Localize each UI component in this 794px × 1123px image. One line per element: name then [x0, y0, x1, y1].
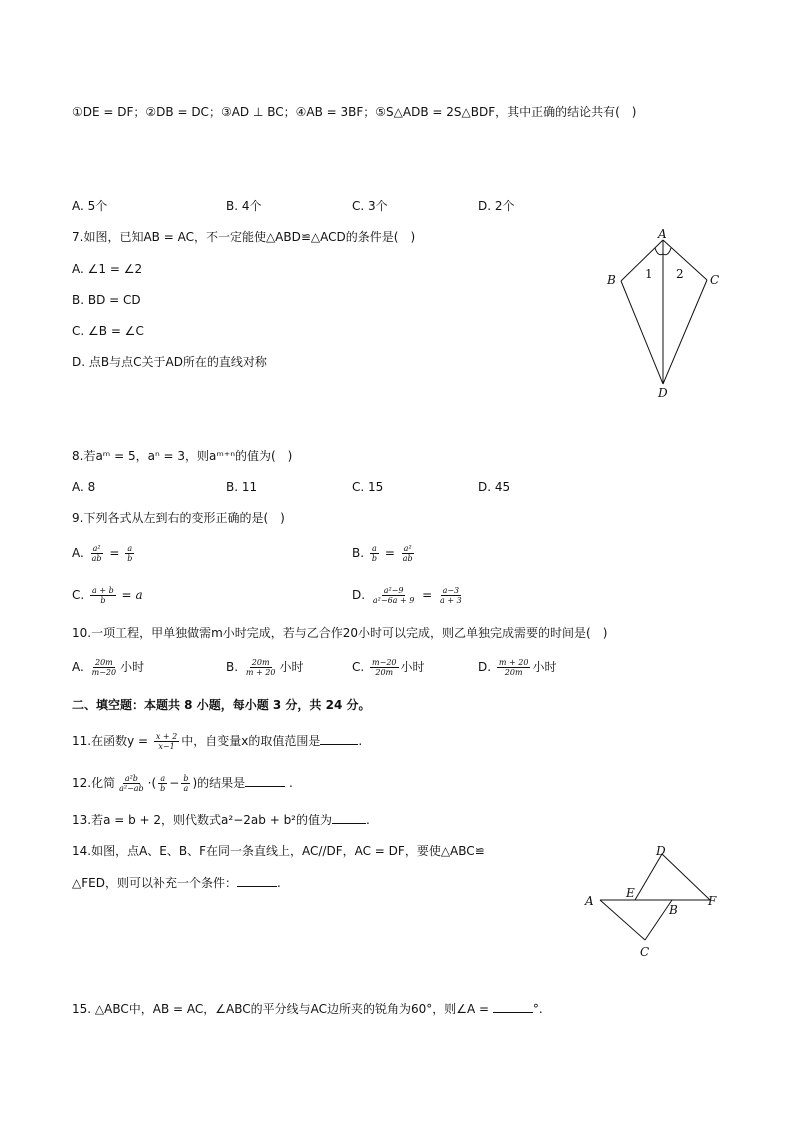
q12-end: . [285, 776, 293, 790]
fraction-denominator: a²−ab [119, 784, 144, 793]
q7-angle1-arc [655, 248, 663, 255]
q14-label-b: B [669, 903, 678, 917]
q14-label-e: E [626, 886, 635, 900]
fraction-numerator: a [372, 544, 377, 553]
q11-pre: 11.在函数y = [72, 734, 152, 748]
q14-end: . [276, 876, 281, 890]
q8-stem: 8.若aᵐ = 5，aⁿ = 3，则aᵐ⁺ⁿ的值为( ) [72, 449, 293, 463]
q9-option-d-label: D. [352, 588, 366, 602]
q7-label-b: B [607, 273, 616, 287]
fraction-numerator: a²b [124, 774, 138, 783]
q12-mid: ·( [147, 776, 157, 790]
fraction-numerator: m−20 [372, 658, 397, 667]
q10-option-c-label: C. [352, 660, 365, 674]
fraction-denominator: ab [91, 554, 102, 563]
q10-option-a-unit: 小时 [120, 660, 145, 674]
q14-label-a: A [585, 894, 594, 908]
q7-segment-bd [621, 281, 663, 384]
q12-fraction-2 [181, 774, 190, 793]
minus-sign: − [169, 776, 180, 790]
q9-option-c-lhs [90, 586, 116, 605]
q14-line1: 14.如图，点A、E、B、F在同一条直线上，AC//DF，AC = DF，要使△ABC≌ [72, 844, 485, 858]
fraction-denominator: a + 3 [440, 596, 462, 605]
q10-option-b [226, 654, 303, 680]
q9-option-c-rhs: a [135, 588, 143, 602]
q10-option-d [478, 654, 556, 680]
q7-option-c: C. ∠B = ∠C [72, 324, 144, 338]
fraction-numerator: a² [92, 544, 101, 553]
q10-option-c [352, 654, 425, 680]
q10-option-d-label: D. [478, 660, 492, 674]
equals-sign: = [109, 546, 120, 560]
fraction-numerator: x + 2 [155, 732, 178, 741]
q7-option-d: D. 点B与点C关于AD所在的直线对称 [72, 355, 267, 369]
q8-option-c: C. 15 [352, 480, 384, 494]
q9-stem: 9.下列各式从左到右的变形正确的是( ) [72, 511, 285, 525]
q13 [72, 812, 370, 828]
fraction-numerator: m + 20 [498, 658, 529, 667]
q14-line2 [72, 875, 281, 891]
q7-option-a: A. ∠1 = ∠2 [72, 262, 143, 276]
q14-line2-text: △FED，则可以补充一个条件： [72, 876, 237, 890]
q9-option-c-label: C. [72, 588, 85, 602]
q10-option-b-fraction [244, 658, 278, 677]
q11 [72, 728, 362, 754]
q7-label-angle1: 1 [645, 267, 653, 281]
q11-answer-blank[interactable] [320, 734, 358, 745]
equals-sign: = [384, 546, 395, 560]
q8-option-a: A. 8 [72, 480, 96, 494]
q12-answer-blank[interactable] [245, 776, 285, 787]
q14-answer-blank[interactable] [237, 876, 277, 887]
q9-option-a-lhs [90, 544, 104, 563]
q7-angle2-arc [663, 248, 671, 255]
q7-segment-ab [621, 240, 663, 281]
q12-fraction [117, 774, 146, 793]
fraction-denominator: m−20 [91, 668, 117, 677]
fraction-denominator: b [371, 554, 377, 563]
q12-pre: 12.化简 [72, 776, 116, 790]
q15-answer-blank[interactable] [493, 1002, 533, 1013]
fraction-numerator: b [183, 774, 189, 783]
fraction-denominator: b [100, 596, 106, 605]
fraction-denominator: 20m [375, 668, 394, 677]
q11-post: 中，自变量x的取值范围是 [181, 734, 321, 748]
fraction-denominator: b [127, 554, 133, 563]
q9-option-b [352, 540, 417, 566]
q10-stem: 10.一项工程，甲单独做需m小时完成，若与乙合作20小时可以完成，则乙单独完成需要的时间是( ) [72, 626, 608, 640]
fraction-numerator: a [160, 774, 166, 783]
equals-sign: = [121, 588, 132, 602]
q9-option-c [72, 582, 143, 608]
q7-figure [596, 224, 726, 404]
fraction-numerator: a² [403, 544, 412, 553]
q12 [72, 770, 293, 796]
fraction-denominator: m + 20 [245, 668, 276, 677]
q7-label-c: C [710, 273, 720, 287]
q9-option-a [72, 540, 136, 566]
q15-end: °. [532, 1002, 543, 1016]
q9-option-b-lhs [370, 544, 379, 563]
q13-end: . [366, 813, 370, 827]
q9-option-b-rhs [401, 544, 415, 563]
fraction-denominator: b [160, 784, 166, 793]
q14-segment-cb [645, 900, 672, 940]
q11-fraction [154, 732, 179, 751]
q12-fraction-1 [158, 774, 167, 793]
q7-segment-ac [663, 240, 707, 280]
q14-segment-de [635, 854, 662, 900]
q10-option-b-unit: 小时 [279, 660, 304, 674]
q10-option-d-fraction [497, 658, 531, 677]
q10-option-a-label: A. [72, 660, 84, 674]
q7-label-d: D [658, 386, 668, 400]
q10-option-c-fraction [370, 658, 398, 677]
q7-label-a: A [658, 227, 667, 241]
q12-post: )的结果是 [192, 776, 246, 790]
q6-statement: ①DE = DF；②DB = DC；③AD ⊥ BC；④AB = 3BF；⑤S△ADB = 2S△BDF，其中正确的结论共有( ) [72, 105, 637, 119]
fraction-numerator: a−3 [442, 586, 460, 595]
q13-text: 13.若a = b + 2，则代数式a²−2ab + b²的值为 [72, 813, 332, 827]
q10-option-d-unit: 小时 [532, 660, 557, 674]
q14-segment-df [662, 854, 710, 900]
section2-heading: 二、填空题：本题共 8 小题，每小题 3 分，共 24 分。 [72, 698, 371, 712]
q6-option-b: B. 4个 [226, 199, 262, 213]
q9-option-d-rhs [438, 586, 464, 605]
q6-option-a: A. 5个 [72, 199, 108, 213]
fraction-numerator: 20m [251, 658, 270, 667]
q14-segment-ac [600, 900, 645, 940]
q7-label-angle2: 2 [676, 267, 684, 281]
q13-answer-blank[interactable] [332, 813, 366, 824]
q11-end: . [358, 734, 363, 748]
fraction-denominator: ab [402, 554, 413, 563]
q9-option-a-rhs [125, 544, 134, 563]
q8-option-b: B. 11 [226, 480, 258, 494]
q10-option-a-fraction [90, 658, 118, 677]
q7-segment-cd [663, 280, 707, 384]
q9-option-d [352, 582, 466, 608]
fraction-numerator: a [127, 544, 133, 553]
q9-option-d-lhs [371, 586, 416, 605]
q14-label-f: F [708, 894, 717, 908]
q10-option-a [72, 654, 144, 680]
q10-option-b-label: B. [226, 660, 239, 674]
fraction-denominator: 20m [504, 668, 523, 677]
q6-option-c: C. 3个 [352, 199, 388, 213]
q15-text: 15. △ABC中，AB = AC，∠ABC的平分线与AC边所夹的锐角为60°，则∠A = [72, 1002, 490, 1016]
q7-option-b: B. BD = CD [72, 293, 141, 307]
fraction-numerator: a²−9 [383, 586, 404, 595]
fraction-numerator: 20m [94, 658, 113, 667]
equals-sign: = [422, 588, 433, 602]
q8-option-d: D. 45 [478, 480, 511, 494]
fraction-denominator: a [183, 784, 189, 793]
q10-option-c-unit: 小时 [400, 660, 425, 674]
fraction-denominator: x−1 [158, 742, 175, 751]
q7-stem: 7.如图，已知AB = AC，不一定能使△ABD≌△ACD的条件是( ) [72, 230, 416, 244]
q9-option-b-label: B. [352, 546, 365, 560]
q14-label-d: D [656, 844, 666, 858]
q6-option-d: D. 2个 [478, 199, 515, 213]
q14-label-c: C [640, 945, 650, 959]
fraction-numerator: a + b [92, 586, 114, 595]
q15 [72, 1001, 543, 1017]
q14-figure [582, 842, 722, 962]
fraction-denominator: a²−6a + 9 [372, 596, 415, 605]
q9-option-a-label: A. [72, 546, 84, 560]
